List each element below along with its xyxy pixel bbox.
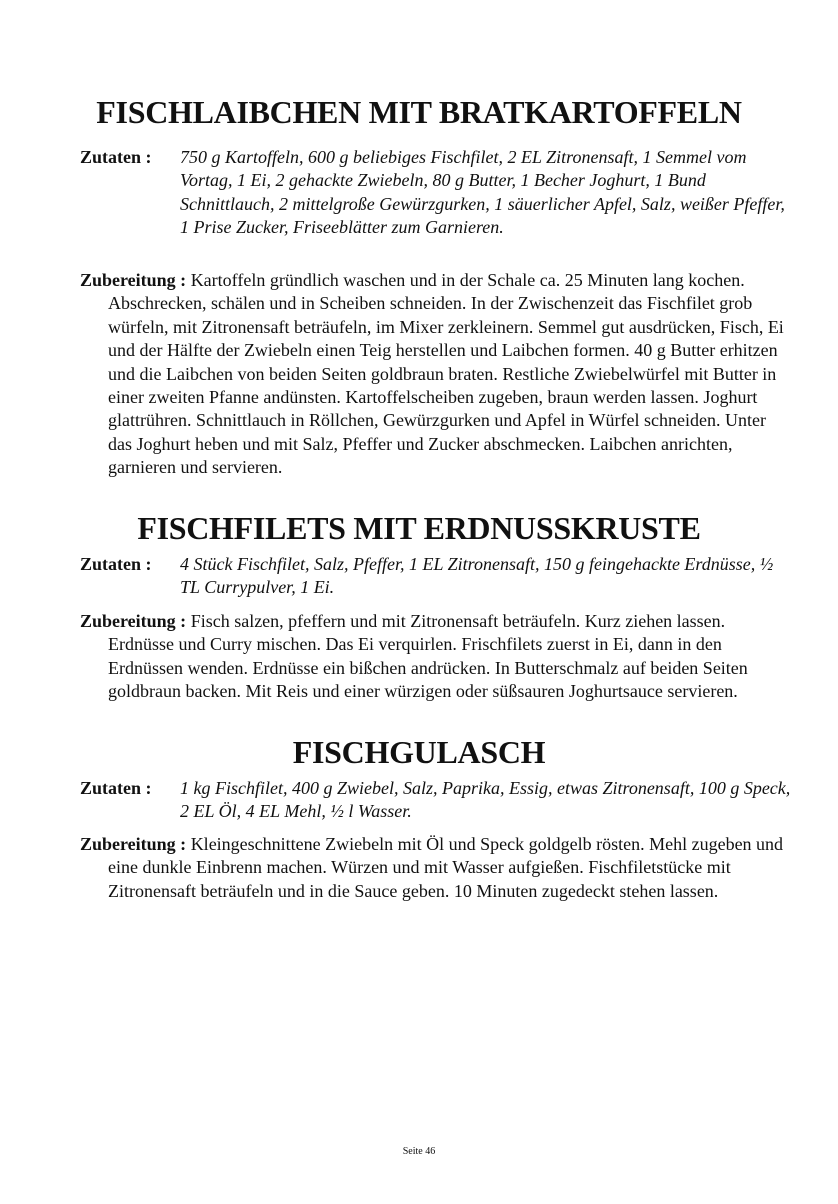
page-number: Seite 46 [402, 1146, 436, 1157]
ingredients-label: Zutaten : [80, 778, 152, 798]
ingredients-label: Zutaten : [80, 554, 152, 574]
recipe-title: FISCHGULASCH [292, 734, 546, 770]
preparation-label: Zubereitung : [80, 611, 187, 631]
recipe-title: FISCHFILETS MIT ERDNUSSKRUSTE [137, 510, 701, 546]
ingredients-text: 4 Stück Fischfilet, Salz, Pfeffer, 1 EL Zitronensaft, 150 g feingehackte Erdnüsse, ½ TL Currypulver, 1 Ei. [180, 554, 774, 598]
preparation-text: Fisch salzen, pfeffern und mit Zitronensaft beträufeln. Kurz ziehen lassen. Erdnüsse und Curry mischen. Das Ei verquirlen. Frischfilets zuerst in Ei, dann in den Erdnüssen wenden. Erdnüsse ein bißchen andrücken. In Butterschmalz auf beiden Seiten goldbraun backen. Mit Reis und einer würzigen oder süßsauren Joghurtsauce servieren. [108, 611, 748, 702]
ingredients-label: Zutaten : [80, 147, 152, 167]
preparation-label: Zubereitung : [80, 270, 187, 290]
preparation-label: Zubereitung : [80, 834, 187, 854]
preparation-block [80, 610, 792, 704]
ingredients-text: 750 g Kartoffeln, 600 g beliebiges Fischfilet, 2 EL Zitronensaft, 1 Semmel vom Vortag, 1 Ei, 2 gehackte Zwiebeln, 80 g Butter, 1 Becher Joghurt, 1 Bund Schnittlauch, 2 mittelgroße Gewürzgurken, 1 säuerlicher Apfel, Salz, weißer Pfeffer, 1 Prise Zucker, Friseeblätter zum Garnieren. [180, 147, 785, 238]
preparation-text: Kleingeschnittene Zwiebeln mit Öl und Speck goldgelb rösten. Mehl zugeben und eine dunkle Einbrenn machen. Würzen und mit Wasser aufgießen. Fischfiletstücke mit Zitronensaft beträufeln und in die Sauce geben. 10 Minuten zugedeckt stehen lassen. [108, 834, 784, 901]
recipe-title: FISCHLAIBCHEN MIT BRATKARTOFFELN [96, 94, 742, 130]
preparation-text: Kartoffeln gründlich waschen und in der Schale ca. 25 Minuten lang kochen. Abschrecken, schälen und in Scheiben schneiden. In der Zwischenzeit das Fischfilet grob würfeln, mit Zitronensaft beträufeln, im Mixer zerkleinern. Semmel gut ausdrücken, Fisch, Ei und der Hälfte der Zwiebeln einen Teig herstellen und Laibchen formen. 40 g Butter erhitzen und die Laibchen von beiden Seiten goldbraun braten. Restliche Zwiebelwürfel mit Butter in einer zweiten Pfanne andünsten. Kartoffelscheiben zugeben, braun werden lassen. Joghurt glattrühren. Schnittlauch in Röllchen, Gewürzgurken und Apfel in Würfel schneiden. Unter das Joghurt heben und mit Salz, Pfeffer und Zucker abschmecken. Laibchen anrichten, garnieren und servieren. [108, 270, 784, 478]
preparation-block [80, 269, 792, 480]
preparation-block [80, 833, 792, 903]
ingredients-text: 1 kg Fischfilet, 400 g Zwiebel, Salz, Paprika, Essig, etwas Zitronensaft, 100 g Speck, 2 EL Öl, 4 EL Mehl, ½ l Wasser. [180, 778, 791, 822]
